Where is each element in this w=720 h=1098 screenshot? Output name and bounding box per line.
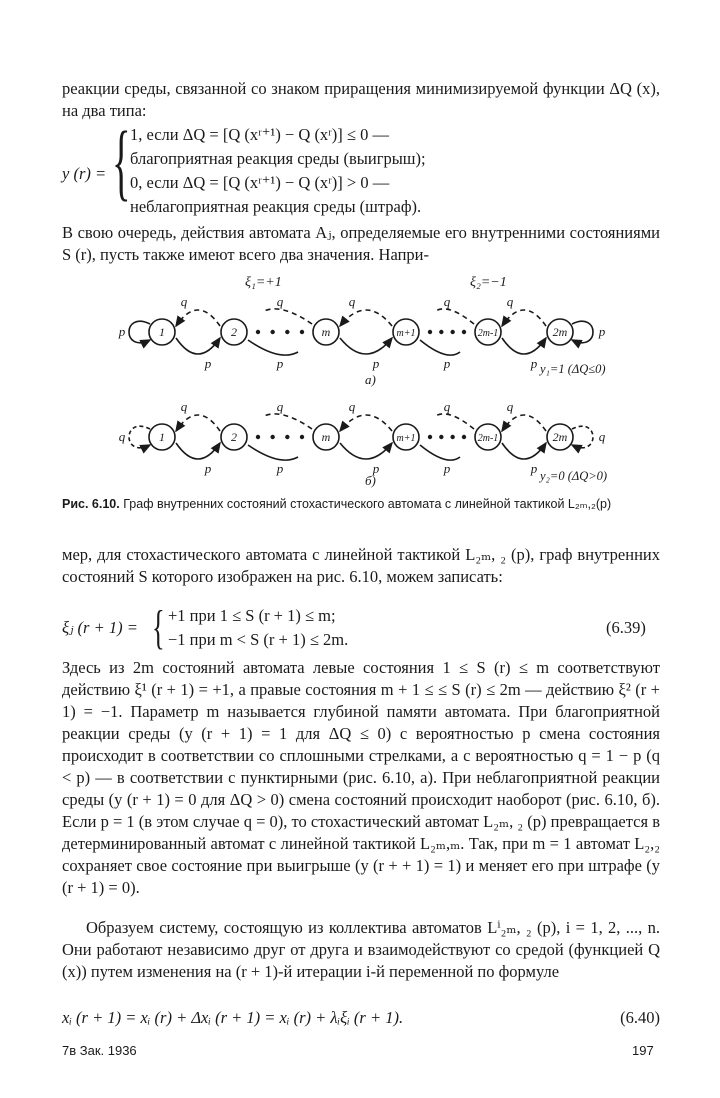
b-arc-lower-1: [340, 443, 392, 459]
paragraph-description: Здесь из 2m состояний автомата левые состояния 1 ≤ S (r) ≤ m соответствуют действию ξ¹ (r + 1) = +1, а правые состояния m + 1 ≤ ≤ S (r) ≤ 2m — действию ξ² (r + 1) = −1. Параметр m называется глубиной памяти автомата. При благоприятной реакции среды (y (r + 1) = 1 для ΔQ ≤ 0) с вероятностью p смена состояния происходит в соответствии со сплошными стрелками, а с вероятностью q = 1 − p (q < p) — в соответствии с пунктирными (рис. 6.10, а). При неблагоприятной реакции среды (y (r + 1) = 0 для ΔQ > 0) смена состояний происходит наоборот (рис. 6.10, б). Если p = 1 (в этом случае q = 0), то стохастический автомат L₂ₘ, ₂ (p) превращается в детерминированный автомат с линейной тактикой L₂ₘ,ₘ. Так, при m = 1 автомат L₂,₂ сохраняет свое состояние при выигрыше (y (r + + 1) = 1) и меняет его при штрафе (y (r + 1) = 0).: [62, 658, 660, 897]
equation-y-line2: благоприятная реакция среды (выигрыш);: [130, 149, 426, 168]
b-p-label-1: p: [372, 461, 380, 476]
b-gap-p-label-0: p: [276, 461, 284, 476]
equation-y-line3: 0, если ΔQ = [Q (xʳ⁺¹) − Q (xʳ)] > 0 —: [130, 173, 390, 192]
b-dot-1-1: [439, 435, 443, 439]
a-arc-upper-0: [176, 310, 220, 326]
figure-caption: [62, 496, 660, 512]
a-dot-0-2: [285, 330, 289, 334]
b-state-label-4: 2m-1: [477, 433, 499, 444]
b-arc-upper-1: [340, 415, 392, 431]
b-dot-1-2: [450, 435, 454, 439]
a-p-label-2: p: [530, 356, 538, 371]
equation-6-39-brace: {: [152, 601, 165, 654]
a-gap-arc-upper-0: [262, 309, 312, 324]
b-dot-0-3: [300, 435, 304, 439]
equation-6-39-lhs: ξⱼ (r + 1) =: [62, 618, 138, 637]
xi2-label: ξ₂=−1: [470, 275, 507, 290]
b-state-label-1: 2: [231, 430, 237, 444]
paragraph-actions: В свою очередь, действия автомата Aⱼ, определяемые его внутренними состояниями S (r), пусть также имеют всего два значения. Напри-: [62, 223, 660, 264]
equation-y-brace: {: [112, 113, 131, 209]
reaction-label-a: y₁=1 (ΔQ≤0): [540, 362, 606, 376]
sublabel-a: a): [365, 372, 376, 387]
b-p-label-2: p: [530, 461, 538, 476]
a-dot-1-2: [450, 330, 454, 334]
a-arc-lower-0: [176, 338, 220, 354]
caption-label: Рис. 6.10.: [62, 497, 120, 511]
b-self-label-left: q: [118, 429, 126, 444]
equation-6-39-line2: −1 при m < S (r + 1) ≤ 2m.: [168, 630, 349, 649]
b-arc-upper-2: [502, 415, 546, 431]
a-q-label-2: q: [506, 294, 514, 309]
b-q-label-1: q: [348, 399, 356, 414]
equation-y-line1: 1, если ΔQ = [Q (xʳ⁺¹) − Q (xʳ)] ≤ 0 —: [130, 125, 389, 144]
a-state-label-5: 2m: [552, 325, 568, 339]
a-p-label-0: p: [204, 356, 212, 371]
b-gap-arc-upper-0: [262, 414, 312, 429]
a-dot-0-3: [300, 330, 304, 334]
a-gap-q-label-0: q: [276, 294, 284, 309]
a-arc-upper-1: [340, 310, 392, 326]
b-dot-0-2: [285, 435, 289, 439]
b-state-label-2: m: [321, 430, 331, 444]
a-state-label-1: 2: [231, 325, 237, 339]
paragraph-intro: реакции среды, связанной со знаком приращения минимизируемой функции ΔQ (x), на два типа:: [62, 79, 660, 120]
paragraph-system: Образуем систему, состоящую из коллектива автоматов Lⁱ₂ₘ, ₂ (p), i = 1, 2, ..., n. Они работают независимо друг от друга и взаимодействуют со средой (функцией Q (x)) путем изменения на (r + 1)-й итерации i-й переменной по формуле: [62, 918, 660, 981]
footer-order: 7в Зак. 1936: [62, 1043, 137, 1058]
b-gap-q-label-1: q: [443, 399, 451, 414]
a-p-label-1: p: [372, 356, 380, 371]
a-dot-0-1: [270, 330, 274, 334]
b-arc-upper-0: [176, 415, 220, 431]
paragraph-example: мер, для стохастического автомата с линейной тактикой L₂ₘ, ₂ (p), граф внутренних состояний S которого изображен на рис. 6.10, можем записать:: [62, 545, 660, 586]
a-q-label-0: q: [180, 294, 188, 309]
a-dot-1-1: [439, 330, 443, 334]
b-state-label-5: 2m: [552, 430, 568, 444]
b-gap-arc-lower-0: [248, 445, 298, 460]
a-gap-arc-lower-1: [420, 340, 460, 355]
b-state-label-3: m+1: [396, 433, 416, 444]
b-q-label-0: q: [180, 399, 188, 414]
a-self-label-left: p: [118, 324, 126, 339]
a-dot-1-0: [428, 330, 432, 334]
b-dot-0-1: [270, 435, 274, 439]
equation-6-40: [62, 1007, 660, 1029]
equation-6-39-line1: +1 при 1 ≤ S (r + 1) ≤ m;: [168, 606, 336, 625]
b-dot-1-0: [428, 435, 432, 439]
b-p-label-0: p: [204, 461, 212, 476]
a-state-label-2: m: [321, 325, 331, 339]
caption-text: Граф внутренних состояний стохастического автомата с линейной тактикой L₂ₘ,₂(p): [123, 497, 612, 511]
a-gap-q-label-1: q: [443, 294, 451, 309]
b-gap-p-label-1: p: [443, 461, 451, 476]
b-arc-lower-0: [176, 443, 220, 459]
a-gap-p-label-1: p: [443, 356, 451, 371]
a-state-label-0: 1: [159, 325, 165, 339]
figure-diagram-a: [118, 294, 606, 371]
b-arc-lower-2: [502, 443, 546, 459]
equation-6-40-number: (6.40): [620, 1008, 660, 1027]
b-gap-q-label-0: q: [276, 399, 284, 414]
equation-y-line4: неблагоприятная реакция среды (штраф).: [130, 197, 422, 216]
xi1-label: ξ₁=+1: [245, 275, 282, 290]
a-state-label-3: m+1: [396, 328, 416, 339]
b-q-label-2: q: [506, 399, 514, 414]
b-gap-arc-upper-1: [434, 414, 474, 429]
b-gap-arc-lower-1: [420, 445, 460, 460]
b-dot-1-3: [462, 435, 466, 439]
a-state-label-4: 2m-1: [477, 328, 499, 339]
equation-y-lhs: y (r) =: [62, 164, 107, 183]
sublabel-b: б): [365, 473, 376, 488]
b-state-label-0: 1: [159, 430, 165, 444]
a-dot-1-3: [462, 330, 466, 334]
reaction-label-b: y₂=0 (ΔQ>0): [540, 469, 608, 483]
a-arc-lower-1: [340, 338, 392, 354]
b-self-loop-left: [129, 426, 150, 448]
a-q-label-1: q: [348, 294, 356, 309]
a-gap-arc-upper-1: [434, 309, 474, 324]
figure-state-graph: [0, 262, 720, 502]
a-self-loop-right: [572, 321, 593, 343]
equation-6-40-text: xᵢ (r + 1) = xᵢ (r) + Δxᵢ (r + 1) = xᵢ (r) + λᵢξᵢ (r + 1).: [62, 1008, 404, 1027]
b-dot-0-0: [256, 435, 260, 439]
a-dot-0-0: [256, 330, 260, 334]
figure-diagram-b: [119, 399, 606, 476]
page-number: 197: [632, 1043, 654, 1058]
a-gap-arc-lower-0: [248, 340, 298, 355]
a-self-loop-left: [129, 321, 150, 343]
b-self-loop-right: [572, 426, 593, 448]
equation-6-39-number: (6.39): [606, 618, 646, 637]
a-self-label-right: p: [598, 324, 606, 339]
a-arc-lower-2: [502, 338, 546, 354]
a-arc-upper-2: [502, 310, 546, 326]
b-self-label-right: q: [598, 429, 606, 444]
a-gap-p-label-0: p: [276, 356, 284, 371]
